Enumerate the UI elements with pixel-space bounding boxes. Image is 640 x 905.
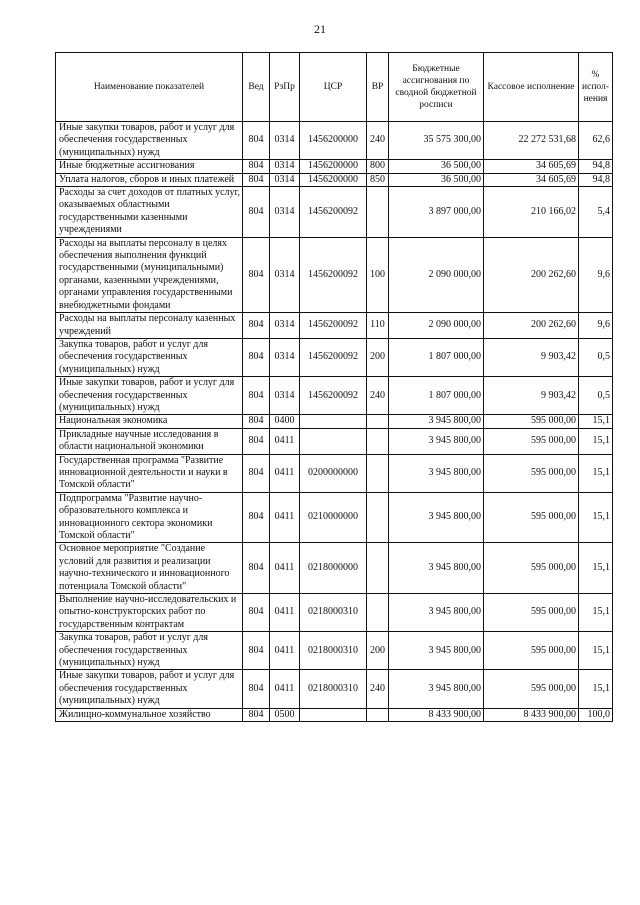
cell-rzpr: 0314 (270, 237, 300, 312)
cell-name: Уплата налогов, сборов и иных платежей (56, 173, 243, 186)
cell-budget: 3 945 800,00 (389, 594, 484, 632)
cell-cash: 595 000,00 (484, 415, 579, 428)
cell-rzpr: 0314 (270, 160, 300, 173)
table-header-row (56, 53, 613, 122)
cell-cash: 9 903,42 (484, 377, 579, 415)
cell-ved: 804 (243, 492, 270, 543)
cell-rzpr: 0400 (270, 415, 300, 428)
table-row (56, 492, 613, 543)
cell-pct: 100,0 (579, 708, 613, 721)
table-row (56, 428, 613, 454)
cell-pct: 15,1 (579, 492, 613, 543)
cell-rzpr: 0314 (270, 377, 300, 415)
cell-csr: 0218000310 (300, 594, 367, 632)
cell-cash: 200 262,60 (484, 237, 579, 312)
cell-vr: 100 (367, 237, 389, 312)
cell-cash: 595 000,00 (484, 543, 579, 594)
table-row (56, 160, 613, 173)
cell-budget: 3 945 800,00 (389, 454, 484, 492)
cell-budget: 3 945 800,00 (389, 543, 484, 594)
table-row (56, 454, 613, 492)
cell-vr: 110 (367, 313, 389, 339)
table-row (56, 670, 613, 708)
cell-budget: 3 945 800,00 (389, 492, 484, 543)
cell-cash: 22 272 531,68 (484, 122, 579, 160)
cell-cash: 9 903,42 (484, 338, 579, 376)
cell-name: Иные бюджетные ассигнования (56, 160, 243, 173)
cell-name: Иные закупки товаров, работ и услуг для обеспечения государственных (муниципальных) нужд (56, 122, 243, 160)
cell-ved: 804 (243, 632, 270, 670)
cell-budget: 3 945 800,00 (389, 428, 484, 454)
cell-name: Расходы за счет доходов от платных услуг, оказываемых областными государственными казенными учреждениями (56, 187, 243, 238)
cell-name: Выполнение научно-исследовательских и опытно-конструкторских работ по государственным контрактам (56, 594, 243, 632)
table-row (56, 338, 613, 376)
cell-budget: 36 500,00 (389, 160, 484, 173)
cell-ved: 804 (243, 708, 270, 721)
table-row (56, 122, 613, 160)
cell-ved: 804 (243, 173, 270, 186)
header-cash: Кассовое исполнение (484, 53, 579, 122)
cell-cash: 8 433 900,00 (484, 708, 579, 721)
header-name: Наименование показателей (56, 53, 243, 122)
cell-pct: 15,1 (579, 428, 613, 454)
cell-csr: 1456200000 (300, 160, 367, 173)
cell-vr (367, 708, 389, 721)
cell-name: Расходы на выплаты персоналу в целях обеспечения выполнения функций государственными (муниципальными) органами, казенными учреждениями, органами управления государственными внебюджетными фондами (56, 237, 243, 312)
cell-ved: 804 (243, 428, 270, 454)
cell-cash: 34 605,69 (484, 173, 579, 186)
cell-name: Государственная программа "Развитие инновационной деятельности и науки в Томской области" (56, 454, 243, 492)
table-row (56, 543, 613, 594)
cell-vr (367, 594, 389, 632)
cell-vr: 200 (367, 338, 389, 376)
cell-cash: 595 000,00 (484, 632, 579, 670)
header-pct: % испол-нения (579, 53, 613, 122)
cell-pct: 15,1 (579, 543, 613, 594)
cell-cash: 210 166,02 (484, 187, 579, 238)
cell-budget: 3 945 800,00 (389, 670, 484, 708)
cell-rzpr: 0411 (270, 670, 300, 708)
cell-csr: 1456200092 (300, 377, 367, 415)
cell-ved: 804 (243, 160, 270, 173)
cell-name: Расходы на выплаты персоналу казенных учреждений (56, 313, 243, 339)
cell-pct: 9,6 (579, 237, 613, 312)
cell-vr (367, 454, 389, 492)
cell-pct: 15,1 (579, 454, 613, 492)
cell-pct: 94,8 (579, 160, 613, 173)
cell-rzpr: 0314 (270, 338, 300, 376)
cell-pct: 15,1 (579, 670, 613, 708)
cell-rzpr: 0411 (270, 632, 300, 670)
cell-vr (367, 415, 389, 428)
cell-pct: 62,6 (579, 122, 613, 160)
cell-name: Прикладные научные исследования в области национальной экономики (56, 428, 243, 454)
cell-name: Жилищно-коммунальное хозяйство (56, 708, 243, 721)
cell-budget: 2 090 000,00 (389, 313, 484, 339)
table-row (56, 187, 613, 238)
cell-rzpr: 0411 (270, 543, 300, 594)
cell-ved: 804 (243, 377, 270, 415)
cell-pct: 9,6 (579, 313, 613, 339)
table-body (56, 122, 613, 722)
cell-name: Иные закупки товаров, работ и услуг для обеспечения государственных (муниципальных) нужд (56, 377, 243, 415)
cell-vr: 240 (367, 377, 389, 415)
page-number: 21 (314, 22, 326, 36)
cell-cash: 595 000,00 (484, 594, 579, 632)
cell-vr: 200 (367, 632, 389, 670)
cell-vr: 240 (367, 122, 389, 160)
cell-vr (367, 543, 389, 594)
cell-pct: 5,4 (579, 187, 613, 238)
cell-pct: 15,1 (579, 594, 613, 632)
header-vr: ВР (367, 53, 389, 122)
cell-csr: 0218000000 (300, 543, 367, 594)
cell-pct: 15,1 (579, 632, 613, 670)
cell-csr: 1456200092 (300, 237, 367, 312)
cell-name: Основное мероприятие "Создание условий для развития и реализации научно-технического и инновационного потенциала Томской области" (56, 543, 243, 594)
cell-pct: 0,5 (579, 338, 613, 376)
cell-name: Национальная экономика (56, 415, 243, 428)
cell-ved: 804 (243, 454, 270, 492)
table-row (56, 173, 613, 186)
cell-vr (367, 428, 389, 454)
cell-rzpr: 0314 (270, 187, 300, 238)
cell-ved: 804 (243, 122, 270, 160)
cell-budget: 3 897 000,00 (389, 187, 484, 238)
cell-budget: 8 433 900,00 (389, 708, 484, 721)
cell-cash: 595 000,00 (484, 428, 579, 454)
cell-csr: 1456200000 (300, 173, 367, 186)
cell-ved: 804 (243, 670, 270, 708)
cell-budget: 36 500,00 (389, 173, 484, 186)
cell-cash: 595 000,00 (484, 454, 579, 492)
cell-rzpr: 0411 (270, 594, 300, 632)
cell-rzpr: 0411 (270, 428, 300, 454)
cell-ved: 804 (243, 415, 270, 428)
cell-ved: 804 (243, 237, 270, 312)
cell-cash: 595 000,00 (484, 670, 579, 708)
cell-budget: 1 807 000,00 (389, 338, 484, 376)
cell-csr: 0200000000 (300, 454, 367, 492)
cell-csr (300, 415, 367, 428)
cell-vr: 850 (367, 173, 389, 186)
cell-csr (300, 708, 367, 721)
cell-budget: 3 945 800,00 (389, 415, 484, 428)
table-row (56, 708, 613, 721)
cell-rzpr: 0314 (270, 313, 300, 339)
cell-cash: 34 605,69 (484, 160, 579, 173)
cell-budget: 3 945 800,00 (389, 632, 484, 670)
cell-name: Иные закупки товаров, работ и услуг для обеспечения государственных (муниципальных) нужд (56, 670, 243, 708)
cell-cash: 595 000,00 (484, 492, 579, 543)
cell-csr: 1456200092 (300, 187, 367, 238)
cell-name: Подпрограмма "Развитие научно-образовательного комплекса и инновационного сектора экономики Томской области" (56, 492, 243, 543)
cell-ved: 804 (243, 313, 270, 339)
cell-rzpr: 0411 (270, 454, 300, 492)
cell-csr: 1456200092 (300, 338, 367, 376)
cell-csr (300, 428, 367, 454)
cell-csr: 1456200000 (300, 122, 367, 160)
cell-ved: 804 (243, 187, 270, 238)
cell-ved: 804 (243, 338, 270, 376)
cell-budget: 2 090 000,00 (389, 237, 484, 312)
cell-vr (367, 492, 389, 543)
cell-rzpr: 0500 (270, 708, 300, 721)
table-row (56, 632, 613, 670)
cell-rzpr: 0314 (270, 122, 300, 160)
cell-name: Закупка товаров, работ и услуг для обеспечения государственных (муниципальных) нужд (56, 632, 243, 670)
header-budget: Бюджетные ассигнования по сводной бюджетной росписи (389, 53, 484, 122)
cell-ved: 804 (243, 594, 270, 632)
cell-csr: 0218000310 (300, 632, 367, 670)
cell-rzpr: 0411 (270, 492, 300, 543)
header-csr: ЦСР (300, 53, 367, 122)
cell-rzpr: 0314 (270, 173, 300, 186)
budget-table (55, 52, 613, 722)
cell-pct: 0,5 (579, 377, 613, 415)
cell-ved: 804 (243, 543, 270, 594)
cell-vr (367, 187, 389, 238)
table-row (56, 313, 613, 339)
table-row (56, 237, 613, 312)
cell-csr: 0218000310 (300, 670, 367, 708)
cell-cash: 200 262,60 (484, 313, 579, 339)
cell-csr: 1456200092 (300, 313, 367, 339)
cell-vr: 800 (367, 160, 389, 173)
cell-pct: 94,8 (579, 173, 613, 186)
header-rzpr: РзПр (270, 53, 300, 122)
cell-vr: 240 (367, 670, 389, 708)
header-ved: Вед (243, 53, 270, 122)
table-row (56, 415, 613, 428)
table-row (56, 377, 613, 415)
cell-budget: 35 575 300,00 (389, 122, 484, 160)
table-row (56, 594, 613, 632)
cell-budget: 1 807 000,00 (389, 377, 484, 415)
cell-csr: 0210000000 (300, 492, 367, 543)
cell-name: Закупка товаров, работ и услуг для обеспечения государственных (муниципальных) нужд (56, 338, 243, 376)
cell-pct: 15,1 (579, 415, 613, 428)
